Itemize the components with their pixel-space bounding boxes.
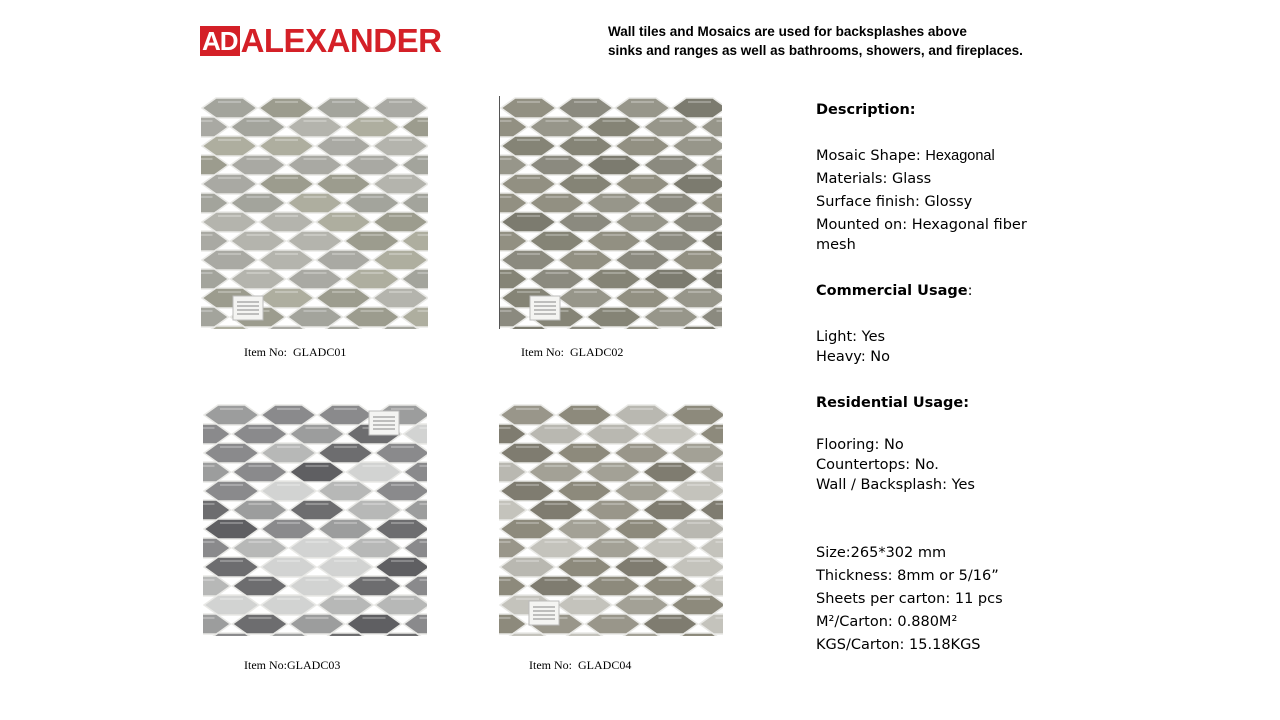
hex-tile <box>375 481 427 501</box>
hex-tile <box>231 117 286 137</box>
hex-tile <box>318 557 373 577</box>
hex-tile <box>614 443 669 463</box>
hex-tile <box>672 250 722 270</box>
hex-tile <box>700 424 724 444</box>
hex-tile <box>290 614 345 634</box>
hex-tile <box>373 136 428 156</box>
wall-row: Wall / Backsplash: Yes <box>816 477 975 493</box>
hex-tile <box>290 576 345 596</box>
hex-tile <box>557 481 612 501</box>
hex-tile <box>288 117 343 137</box>
hex-tile <box>558 288 613 308</box>
hex-tile <box>644 117 699 137</box>
hex-tile <box>375 519 427 539</box>
hex-tile <box>318 481 373 501</box>
hex-tile <box>345 231 400 251</box>
hex-tile <box>529 576 584 596</box>
hex-tile <box>557 519 612 539</box>
hex-tile <box>500 269 528 289</box>
hex-tile <box>499 462 527 482</box>
hex-tile <box>586 576 641 596</box>
hex-tile <box>614 405 669 425</box>
hex-tile <box>643 462 698 482</box>
hex-tile <box>557 405 612 425</box>
brand-logo <box>200 22 442 59</box>
hex-tile <box>586 538 641 558</box>
hex-tile <box>202 250 257 270</box>
hex-tile <box>316 136 371 156</box>
hex-tile <box>500 557 555 577</box>
hex-tile <box>316 250 371 270</box>
hex-tile <box>233 500 288 520</box>
hex-tile <box>201 117 229 137</box>
hex-tile <box>615 212 670 232</box>
hex-tile <box>643 538 698 558</box>
hex-tile <box>404 538 428 558</box>
hex-tile <box>345 193 400 213</box>
hex-tile <box>558 250 613 270</box>
flooring-row: Flooring: No <box>816 437 904 453</box>
hex-tile <box>557 443 612 463</box>
hex-tile <box>202 98 257 118</box>
hex-tile <box>530 231 585 251</box>
hex-tile <box>700 500 724 520</box>
hex-tile <box>586 614 641 634</box>
hex-tile <box>290 500 345 520</box>
hex-tile <box>615 98 670 118</box>
hex-tile <box>288 269 343 289</box>
product-sticker <box>233 296 263 320</box>
hex-tile <box>261 405 316 425</box>
product-sticker <box>369 411 399 435</box>
hex-tile <box>671 519 723 539</box>
hex-tile <box>558 212 613 232</box>
hex-tile <box>614 519 669 539</box>
hex-tile <box>587 307 642 327</box>
hex-tile <box>404 424 428 444</box>
hex-tile <box>347 614 402 634</box>
hex-tile <box>500 481 555 501</box>
thickness-row: Thickness: 8mm or 5/16” <box>816 568 999 584</box>
hex-tile <box>402 155 429 175</box>
hex-tile <box>530 269 585 289</box>
hex-tile <box>204 481 259 501</box>
hex-tile <box>261 557 316 577</box>
hex-tile <box>529 538 584 558</box>
hex-tile <box>316 288 371 308</box>
hex-tile <box>701 117 723 137</box>
hex-tile <box>530 193 585 213</box>
finish-row: Surface finish: Glossy <box>816 194 973 210</box>
hex-tile <box>500 231 528 251</box>
hex-tile <box>259 250 314 270</box>
hex-tile <box>259 174 314 194</box>
hex-tile <box>587 231 642 251</box>
hex-tile <box>700 576 724 596</box>
hex-tile <box>204 405 259 425</box>
hex-tile <box>402 269 429 289</box>
logo-mark: AD <box>202 26 238 56</box>
kgs-row: KGS/Carton: 15.18KGS <box>816 637 981 653</box>
hex-tile <box>614 595 669 615</box>
hex-tile <box>201 231 229 251</box>
hex-tile <box>203 576 231 596</box>
hex-tile <box>499 538 527 558</box>
hex-tile <box>587 269 642 289</box>
hex-tile <box>204 443 259 463</box>
hex-tile <box>290 462 345 482</box>
hex-tile <box>671 405 723 425</box>
tile-image-gladc01 <box>201 96 428 329</box>
hex-tile <box>501 250 556 270</box>
hex-tile <box>557 595 612 615</box>
item-caption-gladc02: Item No: GLADC02 <box>521 345 624 359</box>
hex-tile <box>700 614 724 634</box>
hex-tile <box>530 117 585 137</box>
hex-tile <box>672 98 722 118</box>
hex-tile <box>701 155 723 175</box>
hex-tile <box>643 576 698 596</box>
hex-tile <box>404 614 428 634</box>
hex-tile <box>204 595 259 615</box>
hex-tile <box>501 98 556 118</box>
hex-tile <box>499 614 527 634</box>
m2-row: M²/Carton: 0.880M² <box>816 614 958 630</box>
hex-tile <box>261 595 316 615</box>
hex-tile <box>202 174 257 194</box>
hex-tile <box>402 117 429 137</box>
hex-tile <box>529 462 584 482</box>
hex-mosaic-sheet <box>201 96 428 329</box>
shape-value: Hexagonal <box>925 148 995 164</box>
hex-tile <box>643 614 698 634</box>
hex-tile <box>261 519 316 539</box>
hex-tile <box>701 193 723 213</box>
hex-tile <box>373 212 428 232</box>
hex-tile <box>499 424 527 444</box>
hex-tile <box>404 576 428 596</box>
hex-tile <box>701 307 723 327</box>
hex-tile <box>203 462 231 482</box>
hex-tile <box>261 443 316 463</box>
hex-tile <box>233 576 288 596</box>
spec-panel <box>816 100 1076 655</box>
hex-mosaic-sheet <box>500 96 722 329</box>
hex-tile <box>586 462 641 482</box>
hex-tile <box>259 288 314 308</box>
tagline-line-2: sinks and ranges as well as bathrooms, showers, and fireplaces. <box>608 43 1023 58</box>
light-row: Light: Yes <box>816 329 886 345</box>
hex-tile <box>345 155 400 175</box>
hex-tile <box>501 174 556 194</box>
hex-tile <box>644 269 699 289</box>
hex-tile <box>203 500 231 520</box>
item-caption-gladc03: Item No:GLADC03 <box>244 658 341 672</box>
tile-image-gladc02 <box>500 96 722 329</box>
logo-wordmark: ALEXANDER <box>240 22 442 59</box>
hex-tile <box>375 443 427 463</box>
hex-tile <box>615 288 670 308</box>
hex-tile <box>529 500 584 520</box>
hex-tile <box>203 424 231 444</box>
item-caption-gladc04: Item No: GLADC04 <box>529 658 632 672</box>
hex-tile <box>404 462 428 482</box>
tagline-line-1: Wall tiles and Mosaics are used for backsplashes above <box>608 24 967 39</box>
hex-tile <box>643 500 698 520</box>
hex-tile <box>587 155 642 175</box>
hex-tile <box>318 595 373 615</box>
hex-tile <box>203 538 231 558</box>
hex-tile <box>201 307 229 327</box>
hex-tile <box>259 98 314 118</box>
hex-tile <box>500 443 555 463</box>
hex-tile <box>586 424 641 444</box>
hex-tile <box>288 193 343 213</box>
mounted-row-cont: mesh <box>816 237 856 253</box>
hex-tile <box>672 288 722 308</box>
hex-tile <box>373 98 428 118</box>
hex-tile <box>672 136 722 156</box>
hex-tile <box>529 424 584 444</box>
hex-tile <box>375 557 427 577</box>
hex-tile <box>500 405 555 425</box>
hex-tile <box>500 307 528 327</box>
hex-tile <box>501 136 556 156</box>
hex-tile <box>671 557 723 577</box>
hex-tile <box>644 193 699 213</box>
product-sticker <box>530 296 560 320</box>
description-heading: Description: <box>816 102 916 118</box>
hex-tile <box>500 519 555 539</box>
hex-tile <box>500 155 528 175</box>
hex-tile <box>530 155 585 175</box>
hex-tile <box>375 595 427 615</box>
hex-tile <box>615 136 670 156</box>
hex-tile <box>671 443 723 463</box>
hex-tile <box>259 212 314 232</box>
hex-tile <box>316 98 371 118</box>
hex-tile <box>499 500 527 520</box>
hex-tile <box>671 595 723 615</box>
size-row: Size:265*302 mm <box>816 545 947 561</box>
hex-tile <box>499 576 527 596</box>
hex-tile <box>558 136 613 156</box>
hex-tile <box>345 117 400 137</box>
hex-tile <box>701 231 723 251</box>
hex-tile <box>345 269 400 289</box>
hex-tile <box>586 500 641 520</box>
hex-tile <box>202 212 257 232</box>
heavy-row: Heavy: No <box>816 349 891 365</box>
hex-tile <box>587 117 642 137</box>
hex-tile <box>233 538 288 558</box>
countertops-row: Countertops: No. <box>816 457 939 473</box>
hex-mosaic-sheet <box>203 403 427 636</box>
hex-tile <box>402 231 429 251</box>
product-sticker <box>529 601 559 625</box>
hex-tile <box>201 269 229 289</box>
hex-tile <box>644 231 699 251</box>
hex-tile <box>201 193 229 213</box>
hex-tile <box>231 155 286 175</box>
hex-tile <box>373 174 428 194</box>
hex-tile <box>402 193 429 213</box>
hex-tile <box>318 405 373 425</box>
hex-tile <box>558 98 613 118</box>
tile-image-gladc04 <box>499 403 723 636</box>
hex-tile <box>204 519 259 539</box>
shape-label: Mosaic Shape: <box>816 148 921 164</box>
hex-tile <box>615 250 670 270</box>
hex-mosaic-sheet <box>499 403 723 636</box>
hex-tile <box>557 557 612 577</box>
hex-tile <box>404 500 428 520</box>
hex-tile <box>316 174 371 194</box>
hex-tile <box>261 481 316 501</box>
hex-tile <box>672 174 722 194</box>
hex-tile <box>671 481 723 501</box>
residential-heading: Residential Usage: <box>816 395 970 411</box>
hex-tile <box>203 614 231 634</box>
hex-tile <box>231 193 286 213</box>
hex-tile <box>701 269 723 289</box>
hex-tile <box>500 117 528 137</box>
hex-tile <box>347 500 402 520</box>
hex-tile <box>700 462 724 482</box>
hex-tile <box>290 538 345 558</box>
hex-tile <box>316 212 371 232</box>
hex-tile <box>318 443 373 463</box>
hex-tile <box>643 424 698 444</box>
tile-image-gladc03 <box>203 403 427 636</box>
hex-tile <box>615 174 670 194</box>
hex-tile <box>231 269 286 289</box>
hex-tile <box>347 576 402 596</box>
hex-tile <box>202 136 257 156</box>
hex-tile <box>259 136 314 156</box>
hex-tile <box>347 538 402 558</box>
hex-tile <box>288 231 343 251</box>
sheets-row: Sheets per carton: 11 pcs <box>816 591 1003 607</box>
hex-tile <box>700 538 724 558</box>
hex-tile <box>204 557 259 577</box>
hex-tile <box>233 462 288 482</box>
hex-tile <box>644 155 699 175</box>
hex-tile <box>587 193 642 213</box>
item-caption-gladc01: Item No: GLADC01 <box>244 345 347 359</box>
hex-tile <box>644 307 699 327</box>
hex-tile <box>347 462 402 482</box>
hex-tile <box>288 307 343 327</box>
commercial-heading: Commercial Usage <box>816 283 968 299</box>
hex-tile <box>500 193 528 213</box>
hex-tile <box>614 481 669 501</box>
hex-tile <box>231 231 286 251</box>
hex-tile <box>345 307 400 327</box>
hex-tile <box>288 155 343 175</box>
mounted-row: Mounted on: Hexagonal fiber <box>816 217 1027 233</box>
tagline <box>608 22 1068 60</box>
hex-tile <box>672 212 722 232</box>
hex-tile <box>501 212 556 232</box>
hex-tile <box>373 250 428 270</box>
hex-tile <box>233 614 288 634</box>
materials-row: Materials: Glass <box>816 171 932 187</box>
hex-tile <box>201 155 229 175</box>
commercial-heading-row <box>816 281 1076 301</box>
commercial-colon: : <box>967 283 973 299</box>
hex-tile <box>402 307 429 327</box>
hex-tile <box>318 519 373 539</box>
hex-tile <box>290 424 345 444</box>
hex-tile <box>233 424 288 444</box>
hex-tile <box>373 288 428 308</box>
hex-tile <box>558 174 613 194</box>
hex-tile <box>614 557 669 577</box>
shape-row <box>816 146 1076 166</box>
